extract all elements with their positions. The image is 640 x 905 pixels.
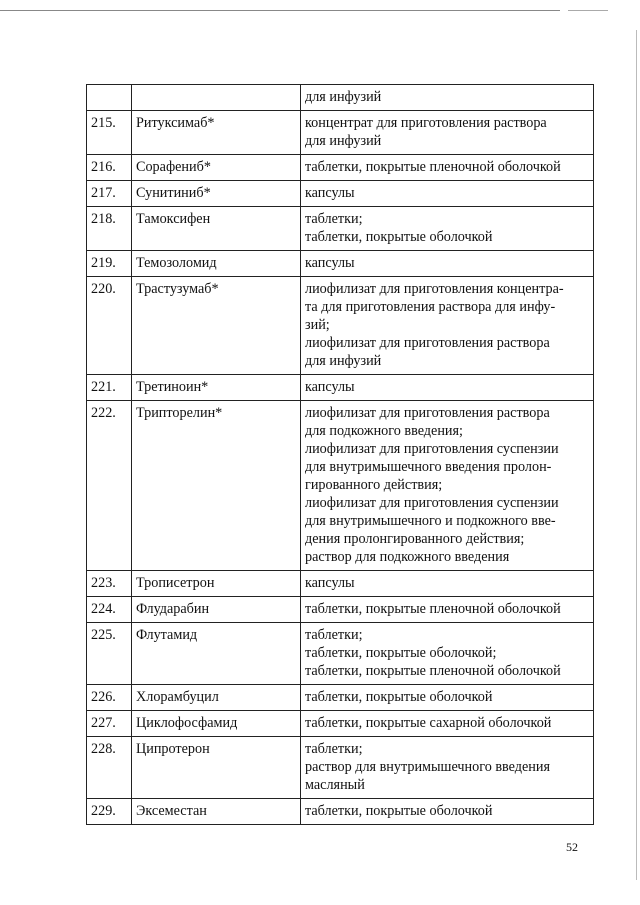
dosage-form (301, 799, 594, 825)
drug-name: Трописетрон (132, 571, 301, 597)
row-number: 226. (87, 685, 132, 711)
drug-table-body (87, 85, 594, 825)
dosage-form (301, 597, 594, 623)
row-number: 223. (87, 571, 132, 597)
dosage-form-line: капсулы (305, 255, 355, 271)
dosage-form-line: таблетки, покрытые сахарной оболочкой (305, 715, 552, 731)
table-row (87, 401, 594, 571)
table-row (87, 155, 594, 181)
dosage-form-line: зий; (305, 317, 330, 333)
dosage-form-line: раствор для подкожного введения (305, 549, 510, 565)
row-number: 221. (87, 375, 132, 401)
row-number (87, 85, 132, 111)
dosage-form (301, 375, 594, 401)
drug-name (132, 85, 301, 111)
table-row (87, 181, 594, 207)
dosage-form-line: гированного действия; (305, 477, 443, 493)
scan-top-line-right (568, 10, 608, 11)
dosage-form-line: таблетки, покрытые пленочной оболочкой (305, 159, 561, 175)
drug-name: Темозоломид (132, 251, 301, 277)
dosage-form-line: капсулы (305, 185, 355, 201)
dosage-form (301, 181, 594, 207)
dosage-form-line: таблетки, покрытые пленочной оболочкой (305, 601, 561, 617)
table-row (87, 111, 594, 155)
dosage-form-line: для подкожного введения; (305, 423, 463, 439)
table-row (87, 799, 594, 825)
dosage-form-line: лиофилизат для приготовления раствора (305, 335, 550, 351)
drug-name: Флутамид (132, 623, 301, 685)
dosage-form-line: для инфузий (305, 89, 382, 105)
table-row (87, 251, 594, 277)
dosage-form (301, 401, 594, 571)
drug-list-table (86, 84, 594, 825)
dosage-form (301, 111, 594, 155)
drug-name: Эксеместан (132, 799, 301, 825)
table-row (87, 571, 594, 597)
row-number: 216. (87, 155, 132, 181)
dosage-form-line: для внутримышечного и подкожного вве- (305, 513, 556, 529)
dosage-form-line: таблетки; (305, 627, 363, 643)
dosage-form-line: таблетки, покрытые оболочкой (305, 229, 493, 245)
row-number: 219. (87, 251, 132, 277)
table-row (87, 277, 594, 375)
table-row (87, 375, 594, 401)
dosage-form-line: для внутримышечного введения пролон- (305, 459, 552, 475)
dosage-form (301, 685, 594, 711)
dosage-form-line: дения пролонгированного действия; (305, 531, 525, 547)
dosage-form-line: капсулы (305, 379, 355, 395)
table-row (87, 623, 594, 685)
dosage-form (301, 251, 594, 277)
drug-name: Сунитиниб* (132, 181, 301, 207)
dosage-form-line: капсулы (305, 575, 355, 591)
page-number: 52 (566, 840, 578, 854)
drug-name: Ципротерон (132, 737, 301, 799)
drug-name: Третиноин* (132, 375, 301, 401)
drug-name: Флударабин (132, 597, 301, 623)
dosage-form-line: таблетки; (305, 211, 363, 227)
table-row (87, 85, 594, 111)
row-number: 217. (87, 181, 132, 207)
scan-right-edge (636, 30, 637, 880)
drug-name: Сорафениб* (132, 155, 301, 181)
row-number: 228. (87, 737, 132, 799)
dosage-form-line: масляный (305, 777, 365, 793)
row-number: 222. (87, 401, 132, 571)
dosage-form (301, 85, 594, 111)
table-row (87, 737, 594, 799)
dosage-form-line: концентрат для приготовления раствора (305, 115, 547, 131)
dosage-form-line: лиофилизат для приготовления суспензии (305, 441, 559, 457)
drug-name: Хлорамбуцил (132, 685, 301, 711)
row-number: 224. (87, 597, 132, 623)
dosage-form-line: та для приготовления раствора для инфу- (305, 299, 556, 315)
dosage-form (301, 737, 594, 799)
dosage-form (301, 207, 594, 251)
dosage-form-line: лиофилизат для приготовления суспензии (305, 495, 559, 511)
row-number: 227. (87, 711, 132, 737)
row-number: 229. (87, 799, 132, 825)
dosage-form-line: таблетки, покрытые оболочкой (305, 689, 493, 705)
dosage-form (301, 711, 594, 737)
dosage-form-line: для инфузий (305, 353, 382, 369)
row-number: 215. (87, 111, 132, 155)
drug-name: Ритуксимаб* (132, 111, 301, 155)
dosage-form (301, 277, 594, 375)
dosage-form-line: раствор для внутримышечного введения (305, 759, 550, 775)
dosage-form (301, 623, 594, 685)
dosage-form (301, 155, 594, 181)
drug-name: Трастузумаб* (132, 277, 301, 375)
drug-name: Трипторелин* (132, 401, 301, 571)
dosage-form (301, 571, 594, 597)
row-number: 225. (87, 623, 132, 685)
dosage-form-line: таблетки, покрытые оболочкой (305, 803, 493, 819)
dosage-form-line: таблетки, покрытые пленочной оболочкой (305, 663, 561, 679)
dosage-form-line: таблетки, покрытые оболочкой; (305, 645, 497, 661)
dosage-form-line: лиофилизат для приготовления раствора (305, 405, 550, 421)
dosage-form-line: лиофилизат для приготовления концентра- (305, 281, 564, 297)
dosage-form-line: таблетки; (305, 741, 363, 757)
drug-name: Тамоксифен (132, 207, 301, 251)
scan-top-line (0, 10, 560, 11)
dosage-form-line: для инфузий (305, 133, 382, 149)
row-number: 220. (87, 277, 132, 375)
row-number: 218. (87, 207, 132, 251)
table-row (87, 711, 594, 737)
drug-name: Циклофосфамид (132, 711, 301, 737)
table-row (87, 207, 594, 251)
table-row (87, 597, 594, 623)
table-row (87, 685, 594, 711)
